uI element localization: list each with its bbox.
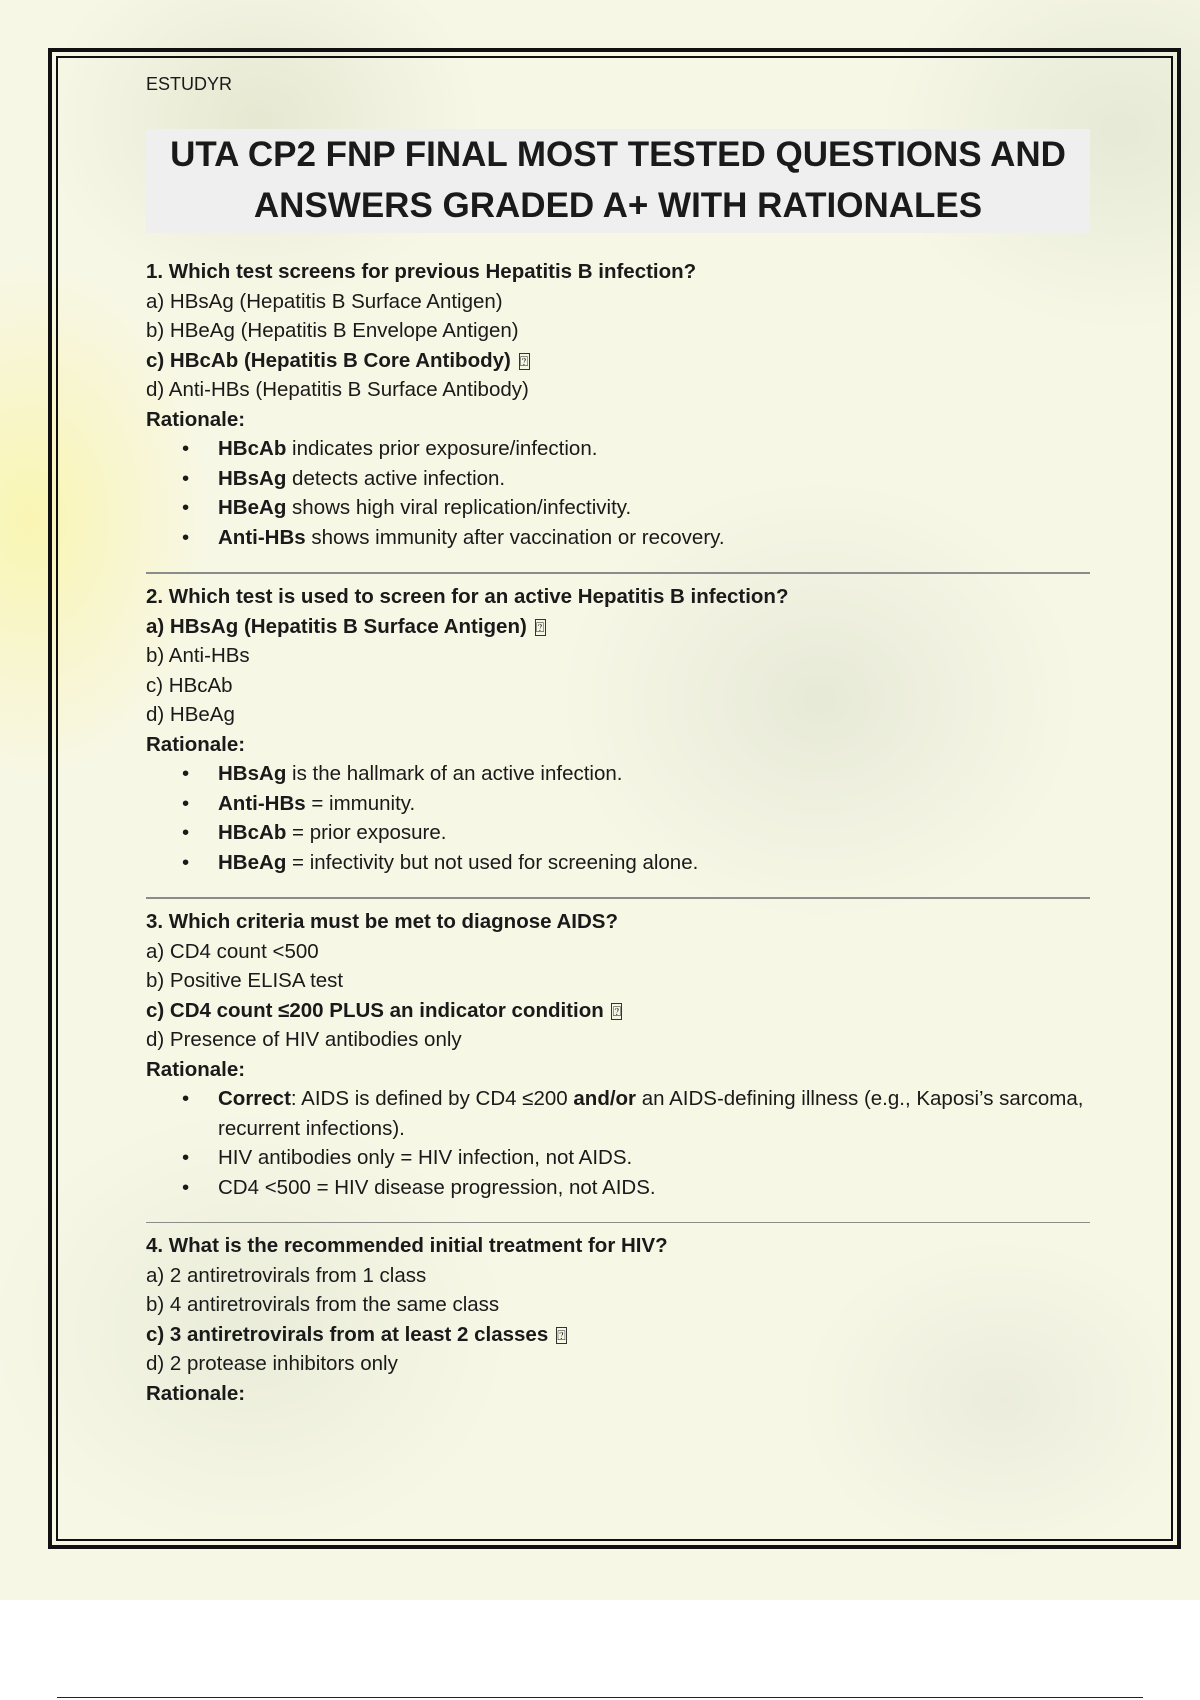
correct-mark-icon: ⍰: [612, 1002, 622, 1019]
question-block-4: [146, 1231, 1090, 1408]
term: HBsAg: [218, 466, 287, 490]
term: Anti-HBs: [218, 791, 306, 815]
list-item: [218, 1173, 1090, 1203]
bullet-text: HIV antibodies only = HIV infection, not AIDS.: [218, 1146, 633, 1169]
section-divider: [146, 897, 1090, 899]
correct-mark-icon: ⍰: [535, 618, 545, 635]
bullet-text: : AIDS is defined by CD4 ≤200: [290, 1087, 574, 1110]
option-text: c) CD4 count ≤200 PLUS an indicator condition: [146, 998, 604, 1022]
list-item: [218, 789, 1090, 819]
footer-rule: [57, 1697, 1143, 1698]
correct-mark-icon: ⍰: [519, 352, 529, 369]
option-b: b) HBeAg (Hepatitis B Envelope Antigen): [146, 319, 519, 342]
title-line-1: UTA CP2 FNP FINAL MOST TESTED QUESTIONS AND: [170, 135, 1066, 174]
list-item: [218, 818, 1090, 848]
option-b: b) Positive ELISA test: [146, 969, 344, 992]
term: HBeAg: [218, 496, 287, 519]
term: HBcAb: [218, 437, 287, 460]
question-block-3: [146, 907, 1090, 1202]
option-b: b) Anti-HBs: [146, 644, 250, 667]
bullet-text: indicates prior exposure/infection.: [286, 437, 598, 460]
option-d: d) 2 protease inhibitors only: [146, 1352, 398, 1375]
section-divider: [146, 572, 1090, 574]
list-item: [218, 1084, 1090, 1143]
list-item: [218, 434, 1090, 464]
correct-mark-icon: ⍰: [557, 1326, 566, 1343]
option-c-correct: [146, 346, 1090, 376]
title-line-2: ANSWERS GRADED A+ WITH RATIONALES: [253, 186, 983, 225]
option-c-correct: [146, 996, 1090, 1026]
bullet-text: shows immunity after vaccination or recovery.: [305, 525, 725, 549]
rationale-list: [146, 1084, 1090, 1202]
term: Correct: [218, 1087, 291, 1110]
option-text: c) HBcAb (Hepatitis B Core Antibody): [146, 348, 511, 372]
bullet-text: detects active infection.: [286, 466, 506, 490]
list-item: [218, 759, 1090, 789]
bullet-text: = immunity.: [305, 791, 416, 815]
bullet-text: CD4 <500 = HIV disease progression, not AIDS.: [218, 1175, 656, 1199]
option-d: d) Anti-HBs (Hepatitis B Surface Antibody): [146, 378, 529, 401]
bullet-text: = prior exposure.: [286, 821, 447, 844]
rationale-label: Rationale:: [146, 407, 246, 431]
question-block-1: [146, 257, 1090, 552]
option-c: c) HBcAb: [146, 673, 233, 697]
term: HBsAg: [218, 762, 287, 785]
term: Anti-HBs: [218, 525, 306, 549]
option-a-correct: [146, 612, 1090, 642]
rationale-label: Rationale:: [146, 1057, 246, 1081]
option-b: b) 4 antiretrovirals from the same class: [146, 1293, 500, 1316]
bullet-text: is the hallmark of an active infection.: [286, 762, 623, 785]
question-text: 4. What is the recommended initial treatment for HIV?: [146, 1234, 668, 1257]
bullet-text: shows high viral replication/infectivity.: [286, 496, 632, 519]
bullet-text: an AIDS-defining illness (e.g., Kaposi’s sarcoma, recurrent infections).: [218, 1087, 1084, 1140]
list-item: [218, 523, 1090, 553]
list-item: [218, 493, 1090, 523]
term: and/or: [573, 1087, 637, 1110]
term: HBcAb: [218, 821, 287, 844]
question-text: 2. Which test is used to screen for an active Hepatitis B infection?: [146, 585, 789, 608]
option-a: a) CD4 count <500: [146, 939, 319, 963]
bullet-text: = infectivity but not used for screening alone.: [286, 850, 699, 874]
list-item: [218, 464, 1090, 494]
term: HBeAg: [218, 850, 287, 874]
option-a: a) 2 antiretrovirals from 1 class: [146, 1263, 427, 1287]
section-divider: [146, 1222, 1090, 1223]
document-title: [146, 129, 1090, 233]
question-text: 1. Which test screens for previous Hepatitis B infection?: [146, 260, 697, 283]
rationale-label: Rationale:: [146, 732, 246, 756]
option-text: c) 3 antiretrovirals from at least 2 classes: [146, 1322, 549, 1346]
question-text: 3. Which criteria must be met to diagnose AIDS?: [146, 910, 618, 933]
list-item: [218, 1143, 1090, 1173]
brand-header: ESTUDYR: [146, 74, 233, 94]
rationale-list: [146, 434, 1090, 552]
option-a: a) HBsAg (Hepatitis B Surface Antigen): [146, 289, 503, 313]
document-body: [146, 72, 1090, 1408]
option-d: d) HBeAg: [146, 703, 235, 726]
list-item: [218, 848, 1090, 878]
rationale-label: Rationale:: [146, 1381, 246, 1405]
rationale-list: [146, 759, 1090, 877]
option-text: a) HBsAg (Hepatitis B Surface Antigen): [146, 614, 527, 638]
question-block-2: [146, 582, 1090, 877]
option-c-correct: [146, 1320, 1090, 1350]
option-d: d) Presence of HIV antibodies only: [146, 1028, 462, 1051]
